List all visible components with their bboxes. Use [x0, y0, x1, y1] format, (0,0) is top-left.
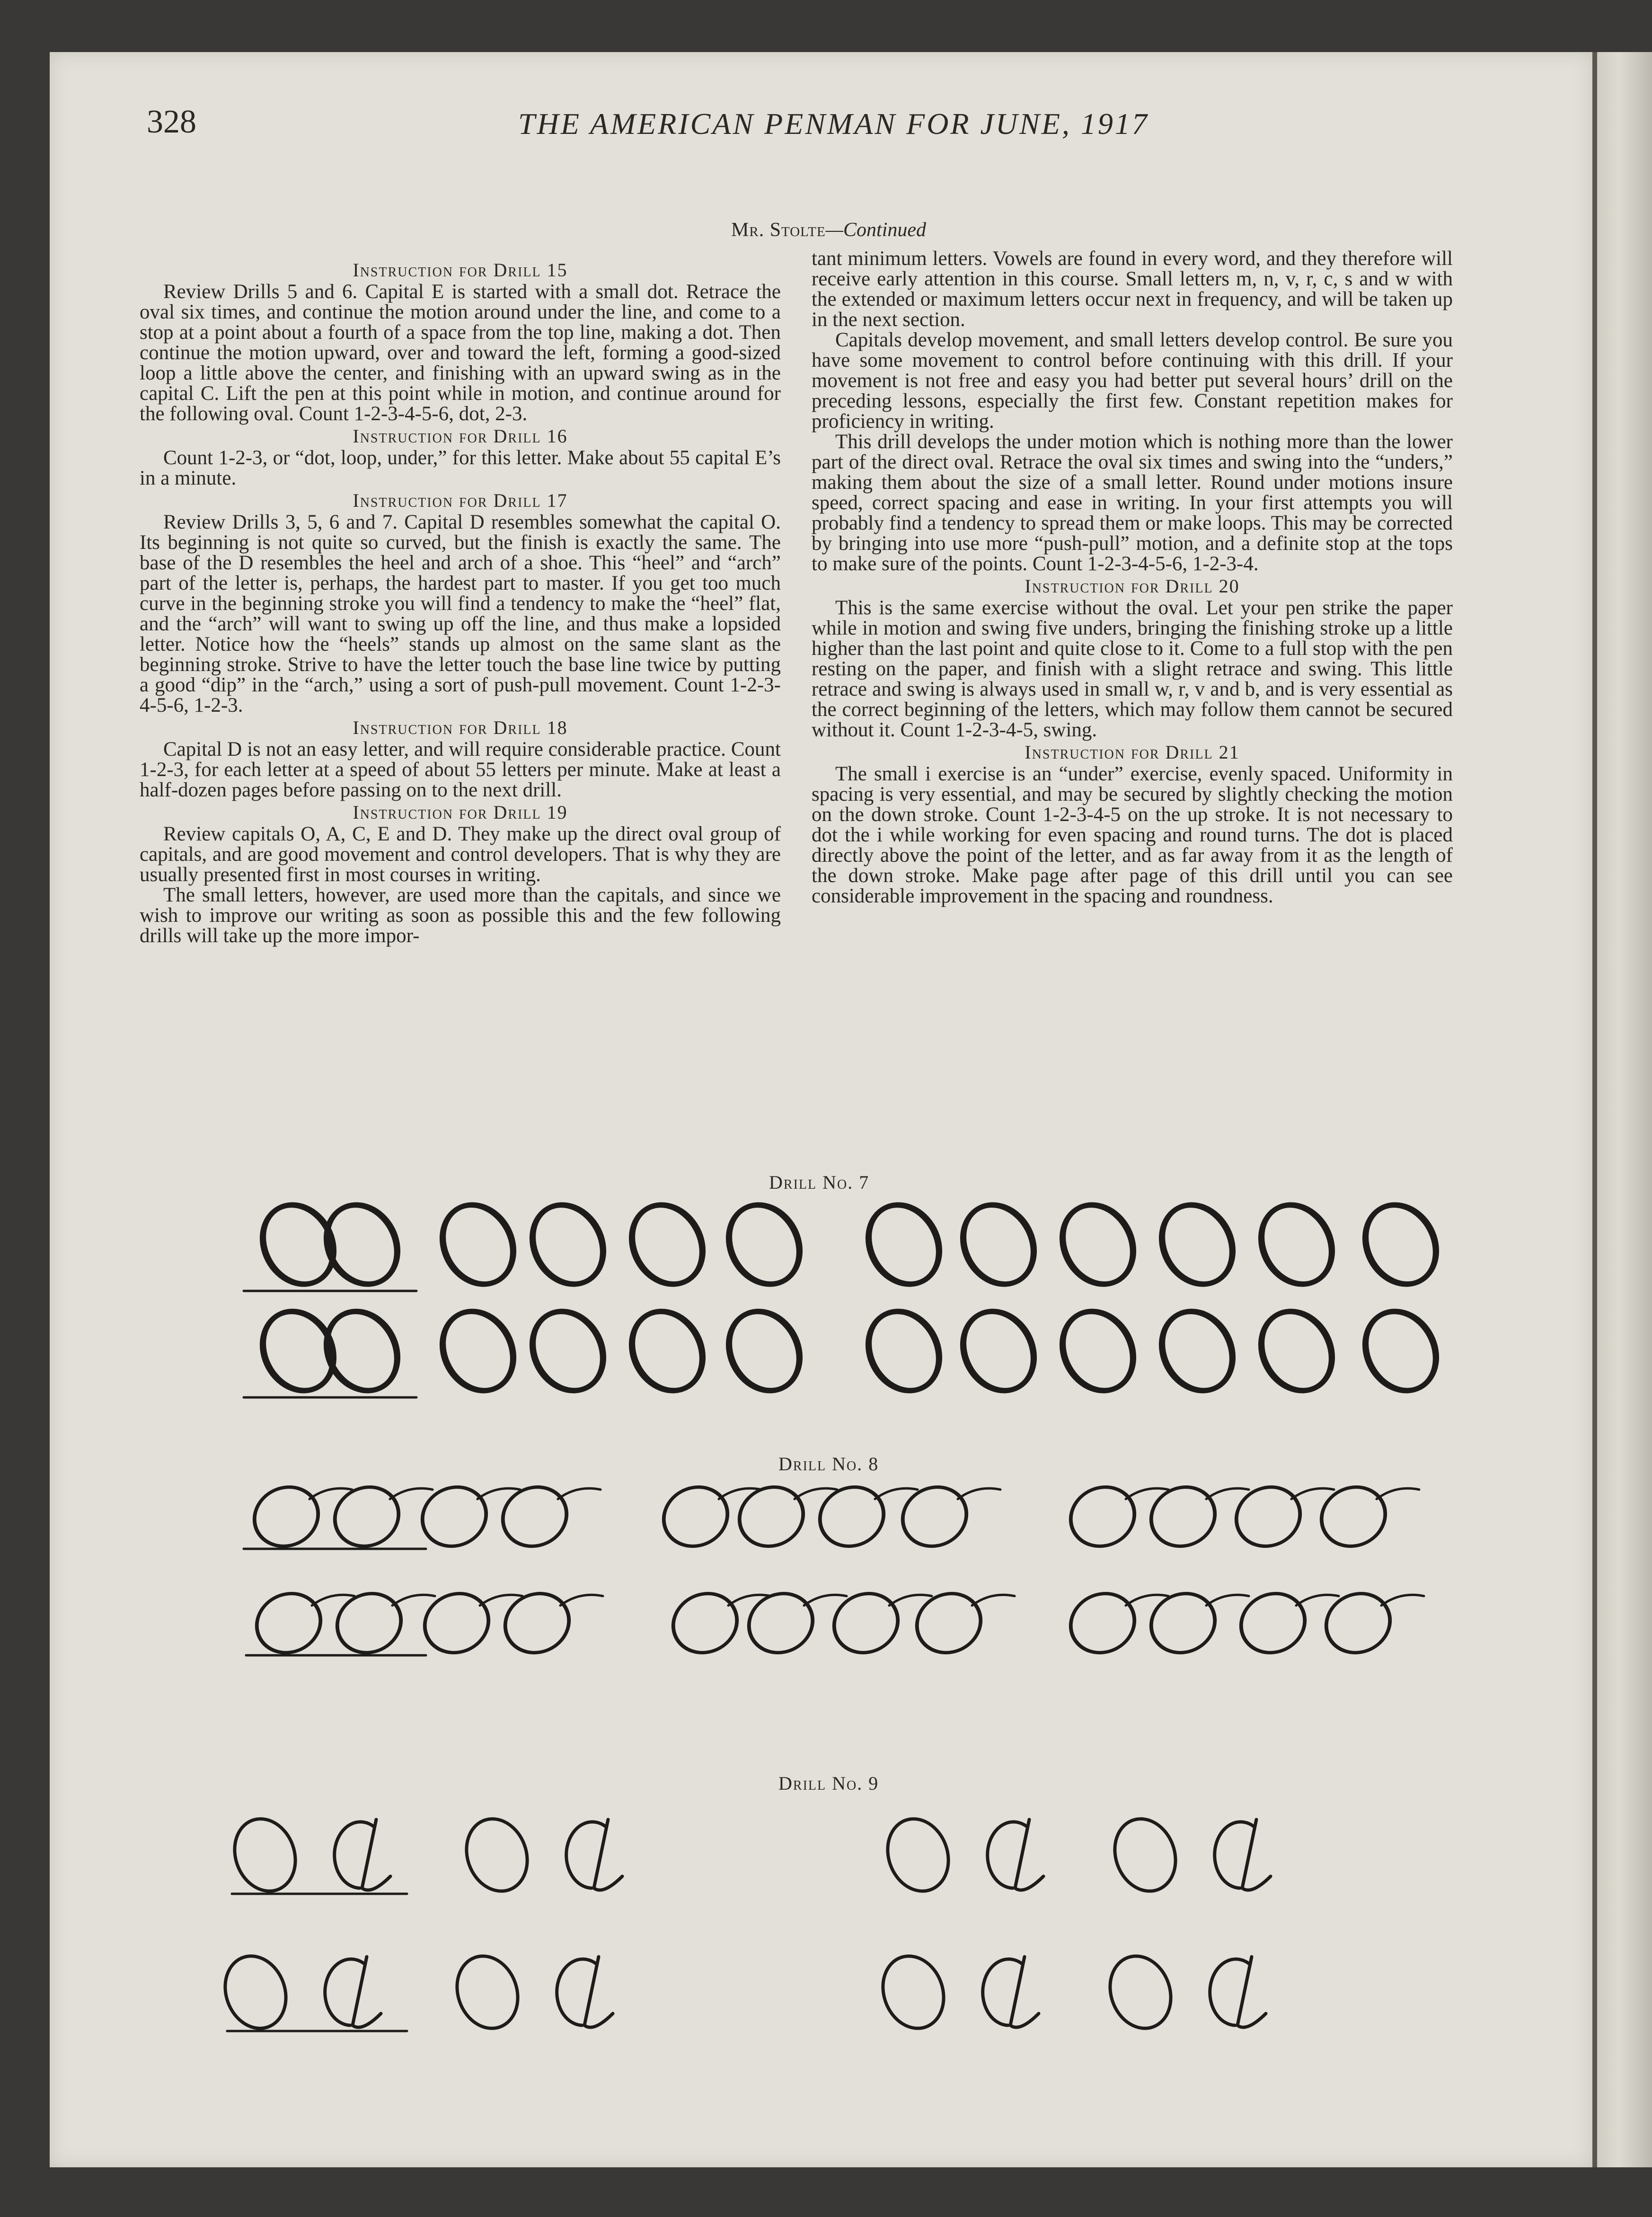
author-name: Mr. Stolte [731, 219, 826, 241]
under-oval [1060, 1476, 1145, 1557]
small-a [325, 1957, 381, 2027]
under-swing [958, 1488, 1000, 1499]
oval-exercise [1246, 1297, 1348, 1405]
under-swing [392, 1595, 435, 1606]
capital-o [878, 1810, 958, 1899]
oval-exercise [947, 1190, 1050, 1298]
heading-drill-18: Instruction for Drill 18 [353, 717, 568, 738]
drill-9-oa-exercise [215, 1810, 1271, 2037]
under-swing [390, 1488, 433, 1499]
capital-o [447, 1947, 528, 2037]
paragraph: tant minimum letters. Vowels are found in every word, and they therefore will receive early attention in this course. Small letters m, n, v, r, c, s and w with the extended or maximum letters occur next in frequency, and will be taken up in the next section. [812, 247, 1453, 331]
small-a [983, 1957, 1039, 2027]
under-swing [1296, 1595, 1339, 1606]
paragraph: Capitals develop movement, and small letters develop control. Be sure you have some movement to control before continuing with this drill. If your movement is not free and easy you had better put several hours’ drill on the preceding lessons, especially the first few. Constant repetition makes for proficiency in writing. [812, 329, 1453, 433]
small-a [557, 1957, 613, 2027]
page-number: 328 [147, 104, 196, 140]
under-swing [558, 1488, 601, 1499]
capital-o [225, 1810, 305, 1899]
heading-drill-15: Instruction for Drill 15 [353, 259, 568, 281]
oval-exercise [427, 1297, 530, 1405]
drill-8-ovals-unders [244, 1476, 1424, 1664]
oval-exercise [311, 1297, 414, 1405]
small-a [566, 1820, 622, 1890]
oval-exercise [1350, 1297, 1452, 1405]
capital-o [457, 1810, 537, 1899]
drill-9-label: Drill No. 9 [778, 1773, 879, 1794]
small-a [335, 1820, 390, 1890]
heading-drill-19: Instruction for Drill 19 [353, 802, 568, 823]
under-swing [804, 1595, 847, 1606]
under-swing [1291, 1488, 1334, 1499]
capital-o [215, 1947, 296, 2037]
drill-7-label: Drill No. 7 [769, 1172, 870, 1193]
paragraph: The small i exercise is an “under” exercise, evenly spaced. Uniformity in spacing is very essential, and may be secured by slightly checking the motion on the down stroke. Count 1-2-3-4-5 on the up stroke. It is not necessary to dot the i while working for even spacing and round turns. The dot is placed directly above the point of the letter, and as far away from it as the length of the down stroke. Make page after page of this drill until you can see considerable improvement in the spacing and roundness. [812, 763, 1453, 907]
continued-suffix: —Continued [825, 219, 927, 241]
under-swing [1377, 1488, 1419, 1499]
under-oval [653, 1476, 738, 1557]
oval-exercise [1246, 1190, 1348, 1298]
under-swing [1381, 1595, 1424, 1606]
oval-exercise [853, 1297, 955, 1405]
oval-exercise [1146, 1297, 1249, 1405]
paragraph: Capital D is not an easy letter, and will require considerable practice. Count 1-2-3, for each letter at a speed of about 55 letters per minute. Make at least a half-dozen pages before passing on to the next drill. [140, 738, 781, 801]
oval-exercise [616, 1297, 719, 1405]
oval-exercise [247, 1297, 350, 1405]
oval-exercise [616, 1190, 719, 1298]
under-swing [1206, 1595, 1249, 1606]
small-a [1210, 1957, 1266, 2027]
paragraph: The small letters, however, are used more than the capitals, and since we wish to improve our writing as soon as possible this and the few following drills will take up the more impor- [140, 884, 781, 947]
oval-exercise [713, 1190, 816, 1298]
paragraph: This drill develops the under motion which is nothing more than the lower part of the direct oval. Retrace the oval six times and swing into the “unders,” making them about the size of a small letter. Round under motions insure speed, correct spacing and ease in writing. In your first attempts you will probably find a tendency to spread them or make loops. This may be corrected by bringing into use more “push-pull” motion, and a definite stop at the tops to make sure of the points. Count 1-2-3-4-5-6, 1-2-3-4. [812, 431, 1453, 575]
paragraph: Count 1-2-3, or “dot, loop, under,” for this letter. Make about 55 capital E’s in a minute. [140, 447, 781, 489]
paragraph: Review Drills 5 and 6. Capital E is started with a small dot. Retrace the oval six times, and continue the motion around under the line, and come to a stop at a point about a fourth of a space from the top line, making a dot. Then continue the motion upward, over and toward the left, forming a good-sized loop a little above the center, and finishing with an upward swing as in the capital C. Lift the pen at this point while in motion, and continue around for the following oval. Count 1-2-3-4-5-6, dot, 2-3. [140, 281, 781, 425]
drill-8-label: Drill No. 8 [778, 1453, 879, 1475]
oval-exercise [517, 1297, 619, 1405]
oval-exercise [947, 1297, 1050, 1405]
capital-o [873, 1947, 954, 2037]
under-oval [244, 1476, 328, 1557]
heading-drill-16: Instruction for Drill 16 [353, 425, 568, 447]
capital-o [1105, 1810, 1185, 1899]
drill-7-ovals [244, 1190, 1452, 1405]
paragraph: Review Drills 3, 5, 6 and 7. Capital D resembles somewhat the capital O. Its beginning is not quite so curved, but the finish is exactly the same. The base of the D resembles the heel and arch of a shoe. This “heel” and “arch” part of the letter is, perhaps, the hardest part to master. If you get too much curve in the beginning stroke you will find a tendency to make the “heel” flat, and the “arch” will want to swing up off the line, and thus make a lopsided letter. Notice how the “heels” stands up almost on the same slant as the beginning stroke. Strive to have the letter touch the base line twice by putting a good “dip” in the “arch,” using a sort of push-pull movement. Count 1-2-3-4-5-6, 1-2-3. [140, 511, 781, 716]
capital-o [1100, 1947, 1181, 2037]
oval-exercise [713, 1297, 816, 1405]
oval-exercise [517, 1190, 619, 1298]
heading-drill-17: Instruction for Drill 17 [353, 490, 568, 511]
oval-exercise [247, 1190, 350, 1298]
oval-exercise [853, 1190, 955, 1298]
under-swing [1206, 1488, 1249, 1499]
under-swing [972, 1595, 1015, 1606]
under-oval [663, 1582, 747, 1664]
oval-exercise [1350, 1190, 1452, 1298]
heading-drill-20: Instruction for Drill 20 [1025, 575, 1240, 597]
oval-exercise [1146, 1190, 1249, 1298]
oval-exercise [1047, 1297, 1149, 1405]
oval-exercise [311, 1190, 414, 1298]
running-title: THE AMERICAN PENMAN FOR JUNE, 1917 [518, 107, 1149, 141]
oval-exercise [1047, 1190, 1149, 1298]
heading-drill-21: Instruction for Drill 21 [1025, 742, 1240, 763]
paragraph: Review capitals O, A, C, E and D. They make up the direct oval group of capitals, and are good movement and control developers. That is why they are usually presented first in most courses in writing. [140, 823, 781, 886]
under-swing [560, 1595, 603, 1606]
small-a [1215, 1820, 1271, 1890]
paragraph: This is the same exercise without the oval. Let your pen strike the paper while in motion and swing five unders, bringing the finishing stroke up a little higher than the last point and quite close to it. Come to a full stop with the pen resting on the paper, and finish with a slight retrace and swing. This little retrace and swing is always used in small w, r, v and b, and is very essential as the correct beginning of the letters, which may follow them cannot be secured without it. Count 1-2-3-4-5, swing. [812, 597, 1453, 741]
under-oval [1060, 1582, 1145, 1664]
oval-exercise [427, 1190, 530, 1298]
small-a [988, 1820, 1043, 1890]
under-oval [246, 1582, 331, 1664]
